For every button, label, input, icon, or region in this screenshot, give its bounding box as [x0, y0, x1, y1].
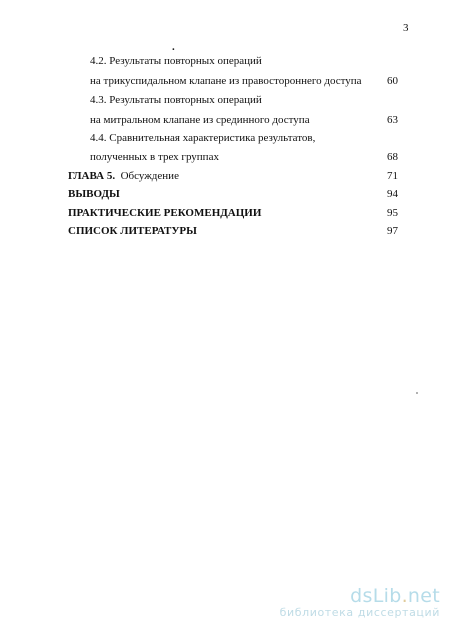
stray-dot: . — [172, 41, 175, 53]
watermark-logo: dsLib.net — [350, 585, 440, 607]
toc-entry-conclusions: ВЫВОДЫ — [68, 188, 120, 200]
toc-entry-4-4-line1: 4.4. Сравнительная характеристика результатов, — [90, 132, 316, 144]
toc-entry-4-3-line2: на митральном клапане из срединного доступа — [90, 114, 310, 126]
scan-artifact — [416, 392, 419, 395]
toc-entry-4-2-line2: на трикуспидальном клапане из правостороннего доступа — [90, 75, 362, 87]
toc-page-number: 95 — [387, 207, 398, 219]
toc-page-number: 68 — [387, 151, 398, 163]
chapter-label: ГЛАВА 5. — [68, 170, 116, 182]
toc-page-number: 63 — [387, 114, 398, 126]
toc-page-number: 97 — [387, 225, 398, 237]
watermark-subtitle: библиотека диссертаций — [279, 606, 440, 619]
toc-entry-4-3-line1: 4.3. Результаты повторных операций — [90, 94, 262, 106]
toc-entry-references: СПИСОК ЛИТЕРАТУРЫ — [68, 225, 197, 237]
chapter-title: Обсуждение — [120, 170, 179, 182]
toc-entry-4-4-line2: полученных в трех группах — [90, 151, 219, 163]
toc-page-number: 60 — [387, 75, 398, 87]
toc-page-number: 71 — [387, 170, 398, 182]
toc-entry-recommendations: ПРАКТИЧЕСКИЕ РЕКОМЕНДАЦИИ — [68, 207, 262, 219]
toc-entry-chapter-5 — [68, 169, 179, 183]
toc-page-number: 94 — [387, 188, 398, 200]
toc-entry-4-2-line1: 4.2. Результаты повторных операций — [90, 55, 262, 67]
watermark — [280, 586, 440, 619]
page-number: 3 — [403, 22, 409, 34]
